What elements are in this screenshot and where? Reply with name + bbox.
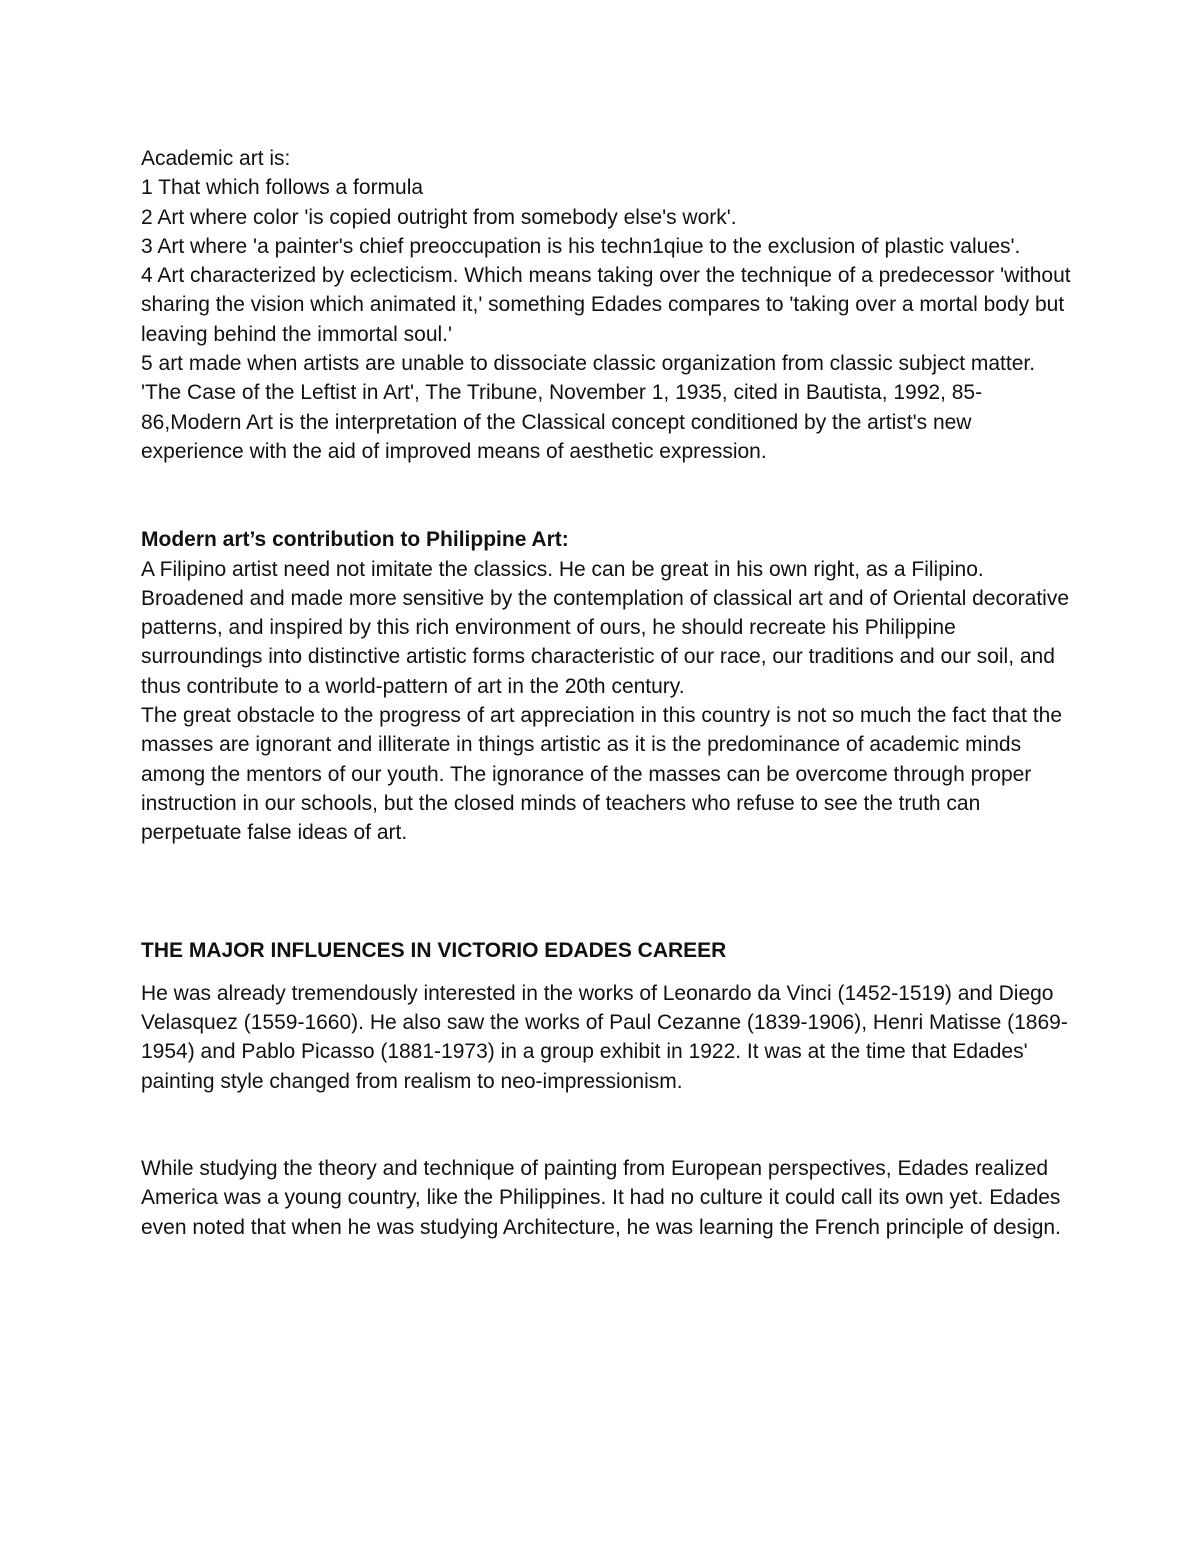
spacer — [141, 466, 1071, 525]
academic-art-item: 2 Art where color 'is copied outright from somebody else's work'. — [141, 205, 737, 229]
paragraph: The great obstacle to the progress of art appreciation in this country is not so much the fact that the masses are ignorant and illiterate in things artistic as it is the predominance of academic minds among the mentors of our youth. The ignorance of the masses can be overcome through proper instruction in our schools, but the closed minds of teachers who refuse to see the truth can perpetuate false ideas of art. — [141, 704, 1063, 845]
academic-art-item: 4 Art characterized by eclecticism. Which means taking over the technique of a predecessor 'without sharing the vision which animated it,' something Edades compares to 'taking over a mortal body but leaving behind the immortal soul.' — [141, 264, 1071, 346]
paragraph: He was already tremendously interested in the works of Leonardo da Vinci (1452-1519) and Diego Velasquez (1559-1660). He also saw the works of Paul Cezanne (1839-1906), Henri Matisse (1869-1954) and Pablo Picasso (1881-1973) in a group exhibit in 1922. It was at the time that Edades' painting style changed from realism to neo-impressionism. — [141, 981, 1068, 1093]
academic-art-intro: Academic art is: — [141, 147, 291, 170]
academic-art-item: 1 That which follows a formula — [141, 176, 424, 200]
academic-art-section — [141, 144, 1071, 466]
spacer — [141, 1096, 1071, 1154]
influences-section — [141, 936, 1071, 1242]
section-heading: THE MAJOR INFLUENCES IN VICTORIO EDADES CAREER — [141, 938, 727, 962]
section-heading: Modern art’s contribution to Philippine Art: — [141, 528, 569, 552]
academic-art-item: 5 art made when artists are unable to dissociate classic organization from classic subject matter. 'The Case of the Leftist in Art', The Tribune, November 1, 1935, cited in Bautista, 1992, 85-86,Modern Art is the interpretation of the Classical concept conditioned by the artist's new experience with the aid of improved means of aesthetic expression. — [141, 352, 1036, 463]
paragraph: A Filipino artist need not imitate the classics. He can be great in his own right, as a Filipino. Broadened and made more sensitive by the contemplation of classical art and of Oriental decorative patterns, and inspired by this rich environment of ours, he should recreate his Philippine surroundings into distinctive artistic forms characteristic of our race, our traditions and our soil, and thus contribute to a world-pattern of art in the 20th century. — [141, 557, 1070, 698]
spacer — [141, 965, 1071, 979]
academic-art-item: 3 Art where 'a painter's chief preoccupation is his techn1qiue to the exclusion of plastic values'. — [141, 234, 1021, 258]
spacer — [141, 848, 1071, 936]
paragraph: While studying the theory and technique of painting from European perspectives, Edades realized America was a young country, like the Philippines. It had no culture it could call its own yet. Edades even noted that when he was studying Architecture, he was learning the French principle of design. — [141, 1157, 1061, 1239]
document-page — [141, 144, 1071, 1242]
modern-art-section — [141, 525, 1071, 847]
